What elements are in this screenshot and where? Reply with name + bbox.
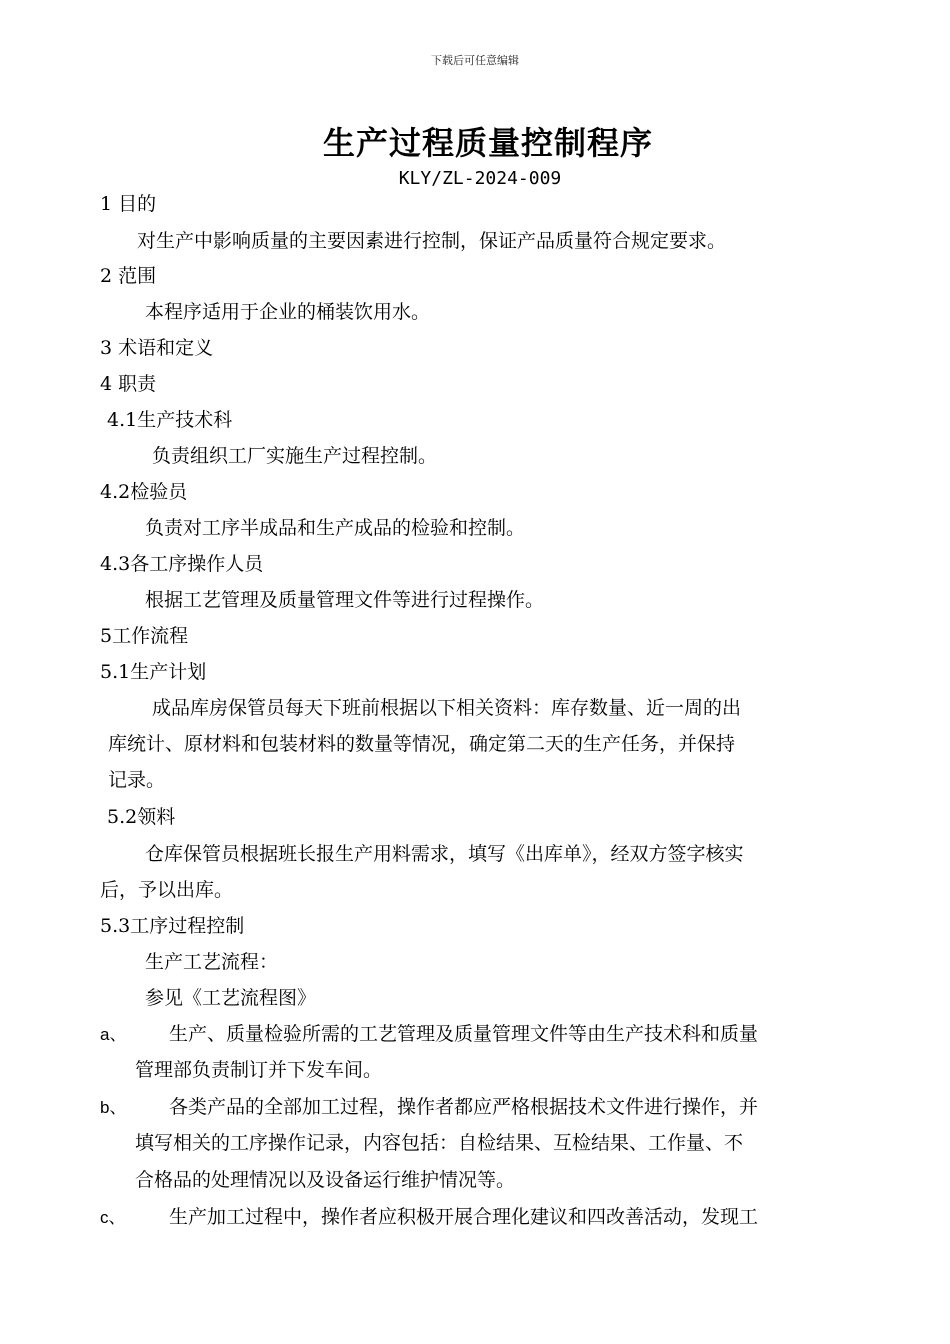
body-text: 负责对工序半成品和生产成品的检验和控制。: [145, 517, 526, 539]
document-code: KLY/ZL-2024-009: [398, 168, 562, 189]
section-heading: 4 职责: [100, 373, 157, 395]
list-item-text: 管理部负责制订并下发车间。: [135, 1059, 383, 1081]
subsection-heading: 4.3各工序操作人员: [100, 553, 264, 575]
section-heading: 1 目的: [100, 193, 157, 215]
body-text: 仓库保管员根据班长报生产用料需求，填写《出库单》，经双方签字核实: [145, 843, 744, 865]
body-text: 后，予以出库。: [100, 879, 234, 901]
list-item-text: 生产加工过程中，操作者应积极开展合理化建议和四改善活动，发现工: [169, 1206, 759, 1228]
subsection-heading: 4.2检验员: [100, 481, 188, 503]
list-item-text: 生产、质量检验所需的工艺管理及质量管理文件等由生产技术科和质量: [169, 1023, 759, 1045]
body-text: 生产工艺流程：: [145, 951, 279, 973]
page-header: 下载后可任意编辑: [431, 54, 519, 67]
body-text: 成品库房保管员每天下班前根据以下相关资料：库存数量、近一周的出: [152, 697, 742, 719]
section-heading: 5工作流程: [100, 625, 189, 647]
list-marker: a、: [100, 1025, 127, 1044]
body-text: 负责组织工厂实施生产过程控制。: [152, 445, 438, 467]
list-item-text: 合格品的处理情况以及设备运行维护情况等。: [135, 1169, 516, 1191]
subsection-heading: 5.2领料: [107, 806, 176, 828]
list-item-text: 填写相关的工序操作记录，内容包括：自检结果、互检结果、工作量、不: [135, 1132, 744, 1154]
section-heading: 2 范围: [100, 265, 157, 287]
body-text: 库统计、原材料和包装材料的数量等情况，确定第二天的生产任务，并保持: [108, 733, 736, 755]
subsection-heading: 4.1生产技术科: [107, 409, 233, 431]
list-marker: b、: [100, 1098, 127, 1117]
document-title: 生产过程质量控制程序: [322, 124, 653, 162]
body-text: 本程序适用于企业的桶装饮用水。: [145, 301, 431, 323]
body-text: 根据工艺管理及质量管理文件等进行过程操作。: [145, 589, 545, 611]
list-marker: c、: [100, 1208, 126, 1227]
list-item-text: 各类产品的全部加工过程，操作者都应严格根据技术文件进行操作，并: [169, 1096, 759, 1118]
body-text: 记录。: [108, 769, 166, 791]
body-text: 对生产中影响质量的主要因素进行控制，保证产品质量符合规定要求。: [137, 230, 727, 252]
section-heading: 3 术语和定义: [100, 337, 214, 359]
body-text: 参见《工艺流程图》: [145, 987, 317, 1009]
subsection-heading: 5.3工序过程控制: [100, 915, 245, 937]
subsection-heading: 5.1生产计划: [100, 661, 207, 683]
